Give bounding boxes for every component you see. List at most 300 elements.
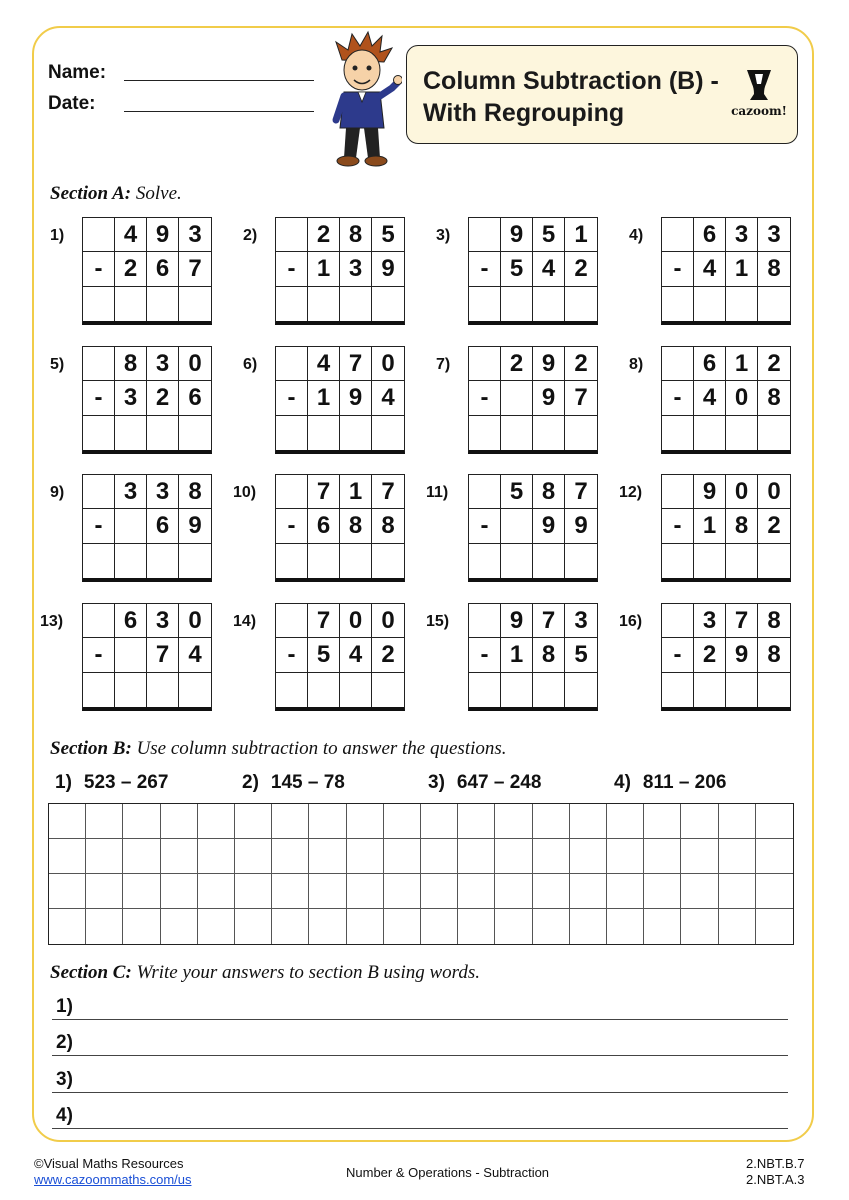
answer-cell[interactable] — [115, 673, 147, 707]
grid-square[interactable] — [756, 874, 793, 909]
grid-square[interactable] — [235, 909, 272, 944]
topic-text: Number & Operations - Subtraction — [346, 1165, 550, 1180]
subtraction-problem-16 — [661, 603, 791, 711]
answer-cell[interactable] — [308, 673, 340, 707]
minus-sign: - — [469, 252, 501, 286]
answer-cell[interactable] — [469, 416, 501, 450]
question-number: 1) — [55, 772, 72, 793]
minus-sign: - — [83, 252, 115, 286]
minus-sign: - — [469, 381, 501, 415]
bottom-digit: 9 — [179, 509, 211, 543]
bottom-digit: 4 — [694, 252, 726, 286]
grid-square[interactable] — [198, 874, 235, 909]
grid-square[interactable] — [607, 909, 644, 944]
answer-cell[interactable] — [179, 544, 211, 578]
minus-sign: - — [662, 252, 694, 286]
answer-cell[interactable] — [308, 416, 340, 450]
problem-number: 6) — [243, 356, 258, 373]
grid-square[interactable] — [272, 839, 309, 874]
grid-square[interactable] — [681, 804, 718, 839]
grid-square[interactable] — [495, 839, 532, 874]
grid-square[interactable] — [458, 804, 495, 839]
section-b-question-4 — [614, 772, 726, 794]
grid-square[interactable] — [384, 839, 421, 874]
section-c-instruction: Write your answers to section B using words. — [136, 962, 480, 983]
grid-square[interactable] — [495, 804, 532, 839]
subtraction-problem-12 — [661, 474, 791, 582]
top-digit: 8 — [115, 347, 147, 381]
empty-cell — [662, 604, 694, 638]
bottom-digit: 7 — [565, 381, 597, 415]
section-a-instruction: Solve. — [135, 183, 182, 204]
bottom-digit: 1 — [501, 638, 533, 672]
bottom-digit: 2 — [372, 638, 404, 672]
answer-cell[interactable] — [726, 544, 758, 578]
grid-square[interactable] — [86, 839, 123, 874]
grid-square[interactable] — [644, 909, 681, 944]
bottom-digit: 0 — [726, 381, 758, 415]
answer-cell[interactable] — [179, 416, 211, 450]
top-digit: 9 — [147, 218, 179, 252]
answer-cell[interactable] — [758, 416, 790, 450]
answer-line-1[interactable] — [52, 1019, 788, 1020]
top-digit: 2 — [758, 347, 790, 381]
answer-cell[interactable] — [115, 416, 147, 450]
bottom-digit — [501, 381, 533, 415]
answer-cell[interactable] — [83, 287, 115, 321]
answer-cell[interactable] — [340, 544, 372, 578]
trophy-icon — [744, 68, 774, 102]
answer-line-number: 2) — [56, 1032, 73, 1053]
grid-square[interactable] — [347, 874, 384, 909]
bottom-digit: 4 — [179, 638, 211, 672]
answer-cell[interactable] — [147, 416, 179, 450]
grid-square[interactable] — [309, 874, 346, 909]
grid-square[interactable] — [756, 804, 793, 839]
grid-square[interactable] — [123, 874, 160, 909]
answer-cell[interactable] — [115, 544, 147, 578]
date-label: Date: — [48, 93, 96, 114]
answer-cell[interactable] — [662, 544, 694, 578]
grid-square[interactable] — [533, 909, 570, 944]
top-digit: 5 — [501, 475, 533, 509]
top-digit: 2 — [308, 218, 340, 252]
answer-cell[interactable] — [758, 673, 790, 707]
question-number: 3) — [428, 772, 445, 793]
answer-cell[interactable] — [758, 287, 790, 321]
answer-cell[interactable] — [565, 673, 597, 707]
top-digit: 8 — [340, 218, 372, 252]
grid-square[interactable] — [533, 839, 570, 874]
answer-cell[interactable] — [276, 673, 308, 707]
top-digit: 8 — [758, 604, 790, 638]
bottom-digit: 2 — [758, 509, 790, 543]
bottom-digit: 4 — [372, 381, 404, 415]
empty-cell — [83, 475, 115, 509]
top-digit: 7 — [308, 475, 340, 509]
date-field[interactable] — [124, 111, 314, 112]
bottom-digit: 2 — [694, 638, 726, 672]
minus-sign: - — [276, 509, 308, 543]
answer-cell[interactable] — [469, 673, 501, 707]
empty-cell — [469, 475, 501, 509]
empty-cell — [276, 347, 308, 381]
grid-square[interactable] — [681, 839, 718, 874]
answer-cell[interactable] — [179, 287, 211, 321]
problem-number: 3) — [436, 227, 451, 244]
grid-square[interactable] — [235, 804, 272, 839]
grid-square[interactable] — [272, 874, 309, 909]
minus-sign: - — [276, 638, 308, 672]
minus-sign: - — [662, 638, 694, 672]
bottom-digit: 6 — [147, 509, 179, 543]
grid-square[interactable] — [123, 804, 160, 839]
top-digit: 3 — [147, 475, 179, 509]
top-digit: 0 — [372, 347, 404, 381]
grid-square[interactable] — [198, 804, 235, 839]
top-digit: 1 — [565, 218, 597, 252]
subtraction-problem-3 — [468, 217, 598, 325]
subtraction-problem-9 — [82, 474, 212, 582]
top-digit: 2 — [501, 347, 533, 381]
grid-square[interactable] — [235, 874, 272, 909]
grid-square[interactable] — [347, 909, 384, 944]
answer-cell[interactable] — [308, 544, 340, 578]
grid-square[interactable] — [49, 874, 86, 909]
grid-square[interactable] — [458, 874, 495, 909]
answer-cell[interactable] — [276, 287, 308, 321]
bottom-digit: 4 — [694, 381, 726, 415]
answer-cell[interactable] — [276, 544, 308, 578]
answer-cell[interactable] — [501, 544, 533, 578]
grid-square[interactable] — [86, 909, 123, 944]
answer-cell[interactable] — [372, 673, 404, 707]
grid-square[interactable] — [756, 839, 793, 874]
subtraction-problem-10 — [275, 474, 405, 582]
top-digit: 1 — [726, 347, 758, 381]
answer-cell[interactable] — [565, 416, 597, 450]
answer-cell[interactable] — [372, 287, 404, 321]
answer-cell[interactable] — [694, 673, 726, 707]
grid-square[interactable] — [309, 804, 346, 839]
bottom-digit — [115, 509, 147, 543]
problem-number: 8) — [629, 356, 644, 373]
subtraction-problem-14 — [275, 603, 405, 711]
top-digit: 0 — [726, 475, 758, 509]
answer-line-3[interactable] — [52, 1092, 788, 1093]
answer-cell[interactable] — [147, 287, 179, 321]
bottom-digit: 4 — [340, 638, 372, 672]
bottom-digit: 5 — [501, 252, 533, 286]
bottom-digit: 6 — [147, 252, 179, 286]
answer-cell[interactable] — [565, 544, 597, 578]
section-b-title: Section B: — [50, 738, 132, 759]
bottom-digit: 8 — [758, 252, 790, 286]
grid-square[interactable] — [719, 874, 756, 909]
top-digit: 5 — [372, 218, 404, 252]
answer-line-4[interactable] — [52, 1128, 788, 1129]
bottom-digit: 1 — [308, 381, 340, 415]
empty-cell — [276, 475, 308, 509]
answer-cell[interactable] — [758, 544, 790, 578]
top-digit: 7 — [726, 604, 758, 638]
problem-number: 11) — [426, 484, 449, 501]
problem-number: 2) — [243, 227, 258, 244]
answer-cell[interactable] — [308, 287, 340, 321]
grid-square[interactable] — [719, 804, 756, 839]
top-digit: 1 — [340, 475, 372, 509]
answer-cell[interactable] — [340, 416, 372, 450]
answer-cell[interactable] — [372, 416, 404, 450]
answer-line-number: 3) — [56, 1069, 73, 1090]
top-digit: 3 — [147, 347, 179, 381]
grid-square[interactable] — [384, 909, 421, 944]
grid-square[interactable] — [421, 839, 458, 874]
top-digit: 8 — [179, 475, 211, 509]
answer-cell[interactable] — [340, 287, 372, 321]
website-link-wrap — [34, 1172, 192, 1187]
standard-code-1: 2.NBT.B.7 — [746, 1156, 805, 1171]
answer-cell[interactable] — [179, 673, 211, 707]
answer-cell[interactable] — [83, 544, 115, 578]
grid-square[interactable] — [421, 874, 458, 909]
top-digit: 4 — [115, 218, 147, 252]
grid-square[interactable] — [719, 909, 756, 944]
bottom-digit — [115, 638, 147, 672]
answer-cell[interactable] — [662, 673, 694, 707]
empty-cell — [469, 347, 501, 381]
answer-cell[interactable] — [469, 287, 501, 321]
grid-square[interactable] — [309, 839, 346, 874]
answer-cell[interactable] — [726, 287, 758, 321]
name-label: Name: — [48, 62, 107, 83]
answer-cell[interactable] — [694, 544, 726, 578]
top-digit: 3 — [147, 604, 179, 638]
minus-sign: - — [83, 381, 115, 415]
grid-square[interactable] — [607, 804, 644, 839]
top-digit: 9 — [533, 347, 565, 381]
top-digit: 0 — [179, 604, 211, 638]
bottom-digit: 3 — [115, 381, 147, 415]
question-expression: 523 – 267 — [83, 772, 169, 793]
bottom-digit: 6 — [179, 381, 211, 415]
subtraction-problem-8 — [661, 346, 791, 454]
answer-cell[interactable] — [533, 544, 565, 578]
bottom-digit — [501, 509, 533, 543]
bottom-digit: 8 — [758, 638, 790, 672]
answer-cell[interactable] — [501, 416, 533, 450]
bottom-digit: 9 — [340, 381, 372, 415]
subtraction-problem-15 — [468, 603, 598, 711]
top-digit: 3 — [115, 475, 147, 509]
grid-square[interactable] — [644, 804, 681, 839]
grid-square[interactable] — [309, 909, 346, 944]
grid-square[interactable] — [86, 804, 123, 839]
grid-square[interactable] — [235, 839, 272, 874]
top-digit: 0 — [758, 475, 790, 509]
top-digit: 5 — [533, 218, 565, 252]
grid-square[interactable] — [533, 804, 570, 839]
answer-cell[interactable] — [83, 416, 115, 450]
grid-square[interactable] — [570, 839, 607, 874]
grid-square[interactable] — [123, 909, 160, 944]
top-digit: 3 — [694, 604, 726, 638]
question-expression: 647 – 248 — [456, 772, 542, 793]
bottom-digit: 5 — [308, 638, 340, 672]
bottom-digit: 9 — [533, 381, 565, 415]
grid-square[interactable] — [533, 874, 570, 909]
answer-cell[interactable] — [533, 416, 565, 450]
answer-cell[interactable] — [533, 287, 565, 321]
subtraction-problem-5 — [82, 346, 212, 454]
grid-square[interactable] — [681, 874, 718, 909]
top-digit: 0 — [340, 604, 372, 638]
section-b-heading — [50, 738, 507, 760]
problem-number: 14) — [233, 613, 257, 630]
grid-square[interactable] — [198, 839, 235, 874]
answer-cell[interactable] — [694, 416, 726, 450]
bottom-digit: 2 — [565, 252, 597, 286]
top-digit: 2 — [565, 347, 597, 381]
answer-line-number: 1) — [56, 996, 73, 1017]
grid-square[interactable] — [272, 909, 309, 944]
grid-square[interactable] — [570, 804, 607, 839]
bottom-digit: 9 — [533, 509, 565, 543]
section-b-question-1 — [55, 772, 168, 794]
website-link[interactable]: www.cazoommaths.com/us — [34, 1172, 192, 1187]
answer-line-2[interactable] — [52, 1055, 788, 1056]
answer-cell[interactable] — [501, 673, 533, 707]
grid-square[interactable] — [198, 909, 235, 944]
grid-square[interactable] — [421, 909, 458, 944]
grid-square[interactable] — [272, 804, 309, 839]
grid-square[interactable] — [756, 909, 793, 944]
grid-square[interactable] — [458, 909, 495, 944]
answer-cell[interactable] — [469, 544, 501, 578]
grid-square[interactable] — [607, 874, 644, 909]
top-digit: 3 — [758, 218, 790, 252]
top-digit: 7 — [533, 604, 565, 638]
grid-square[interactable] — [86, 874, 123, 909]
answer-cell[interactable] — [662, 287, 694, 321]
problem-number: 5) — [50, 356, 65, 373]
answer-cell[interactable] — [662, 416, 694, 450]
top-digit: 0 — [372, 604, 404, 638]
grid-square[interactable] — [384, 804, 421, 839]
answer-cell[interactable] — [565, 287, 597, 321]
empty-cell — [83, 604, 115, 638]
grid-square[interactable] — [347, 804, 384, 839]
subtraction-problem-13 — [82, 603, 212, 711]
grid-square[interactable] — [49, 839, 86, 874]
bottom-digit: 7 — [179, 252, 211, 286]
grid-square[interactable] — [644, 874, 681, 909]
bottom-digit: 8 — [340, 509, 372, 543]
answer-cell[interactable] — [340, 673, 372, 707]
grid-square[interactable] — [607, 839, 644, 874]
answer-cell[interactable] — [147, 544, 179, 578]
empty-cell — [83, 347, 115, 381]
working-grid[interactable] — [48, 803, 794, 945]
copyright-text: ©Visual Maths Resources — [34, 1156, 184, 1171]
grid-square[interactable] — [49, 909, 86, 944]
title-box — [406, 45, 798, 144]
grid-square[interactable] — [495, 874, 532, 909]
bottom-digit: 8 — [533, 638, 565, 672]
section-b-question-3 — [428, 772, 541, 794]
answer-cell[interactable] — [147, 673, 179, 707]
answer-cell[interactable] — [372, 544, 404, 578]
top-digit: 3 — [726, 218, 758, 252]
minus-sign: - — [662, 509, 694, 543]
grid-square[interactable] — [458, 839, 495, 874]
grid-square[interactable] — [570, 874, 607, 909]
cazoom-logo — [729, 68, 789, 124]
problem-number: 16) — [619, 613, 643, 630]
grid-square[interactable] — [570, 909, 607, 944]
grid-square[interactable] — [421, 804, 458, 839]
logo-text: cazoom! — [731, 104, 787, 118]
standard-code-2: 2.NBT.A.3 — [746, 1172, 805, 1187]
empty-cell — [276, 604, 308, 638]
grid-square[interactable] — [123, 839, 160, 874]
minus-sign: - — [469, 638, 501, 672]
bottom-digit: 4 — [533, 252, 565, 286]
bottom-digit: 8 — [726, 509, 758, 543]
grid-square[interactable] — [644, 839, 681, 874]
grid-square[interactable] — [161, 804, 198, 839]
top-digit: 9 — [694, 475, 726, 509]
grid-square[interactable] — [495, 909, 532, 944]
subtraction-problem-11 — [468, 474, 598, 582]
answer-cell[interactable] — [533, 673, 565, 707]
answer-cell[interactable] — [694, 287, 726, 321]
grid-square[interactable] — [161, 839, 198, 874]
subtraction-problem-7 — [468, 346, 598, 454]
grid-square[interactable] — [161, 909, 198, 944]
subtraction-problem-6 — [275, 346, 405, 454]
answer-cell[interactable] — [115, 287, 147, 321]
bottom-digit: 5 — [565, 638, 597, 672]
top-digit: 6 — [694, 347, 726, 381]
grid-square[interactable] — [49, 804, 86, 839]
answer-cell[interactable] — [276, 416, 308, 450]
grid-square[interactable] — [161, 874, 198, 909]
answer-cell[interactable] — [726, 673, 758, 707]
name-field[interactable] — [124, 80, 314, 81]
grid-square[interactable] — [347, 839, 384, 874]
answer-cell[interactable] — [501, 287, 533, 321]
empty-cell — [662, 218, 694, 252]
answer-cell[interactable] — [726, 416, 758, 450]
empty-cell — [662, 347, 694, 381]
empty-cell — [469, 218, 501, 252]
bottom-digit: 1 — [308, 252, 340, 286]
grid-square[interactable] — [719, 839, 756, 874]
top-digit: 7 — [565, 475, 597, 509]
grid-square[interactable] — [681, 909, 718, 944]
problem-number: 7) — [436, 356, 451, 373]
question-expression: 145 – 78 — [270, 772, 345, 793]
worksheet-title — [423, 65, 719, 129]
bottom-digit: 1 — [694, 509, 726, 543]
grid-square[interactable] — [384, 874, 421, 909]
top-digit: 7 — [372, 475, 404, 509]
minus-sign: - — [276, 381, 308, 415]
bottom-digit: 6 — [308, 509, 340, 543]
answer-cell[interactable] — [83, 673, 115, 707]
cartoon-boy-illustration — [322, 30, 402, 170]
